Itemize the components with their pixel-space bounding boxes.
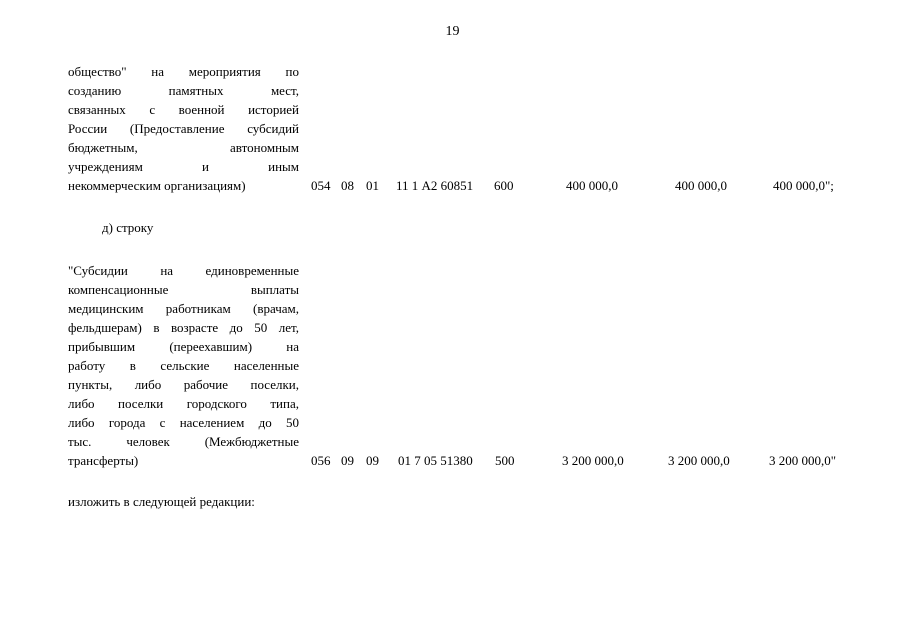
row1-amount-1: 400 000,0 xyxy=(566,178,618,193)
row2-amount-1: 3 200 000,0 xyxy=(562,453,624,468)
row1-ministry-code: 054 xyxy=(311,178,331,193)
row2-desc-line: трансферты) xyxy=(68,453,139,468)
row1-subsection-code: 01 xyxy=(366,178,379,193)
row2-desc-line: тыс. человек (Межбюджетные xyxy=(68,434,299,449)
row1-expense-type: 600 xyxy=(494,178,514,193)
row2-ministry-code: 056 xyxy=(311,453,331,468)
row2-desc-line: пункты, либо рабочие поселки, xyxy=(68,377,299,392)
row2-expense-type: 500 xyxy=(495,453,515,468)
row1-desc-line: общество" на мероприятия по xyxy=(68,64,299,79)
row1-description xyxy=(68,62,299,195)
row2-amount-3: 3 200 000,0" xyxy=(769,453,837,468)
row1-desc-line: учреждениям и иным xyxy=(68,159,299,174)
row2-desc-line: компенсационные выплаты xyxy=(68,282,299,297)
row1-desc-line: созданию памятных мест, xyxy=(68,83,299,98)
row1-target-article: 11 1 А2 60851 xyxy=(396,178,474,193)
row1-desc-line: некоммерческим организациям) xyxy=(68,178,246,193)
row1-amount-2: 400 000,0 xyxy=(675,178,727,193)
row2-desc-line: фельдшерам) в возрасте до 50 лет, xyxy=(68,320,299,335)
row2-desc-line: либо поселки городского типа, xyxy=(68,396,299,411)
row2-desc-line: либо города с населением до 50 xyxy=(68,415,299,430)
row1-desc-line: связанных с военной историей xyxy=(68,102,299,117)
row1-desc-line: России (Предоставление субсидий xyxy=(68,121,299,136)
page-number: 19 xyxy=(445,24,460,39)
row1-section-code: 08 xyxy=(341,178,354,193)
instruction-d: д) строку xyxy=(102,220,154,235)
row2-subsection-code: 09 xyxy=(366,453,379,468)
row1-desc-line: бюджетным, автономным xyxy=(68,140,299,155)
row1-amount-3: 400 000,0"; xyxy=(773,178,834,193)
row2-desc-line: медицинским работникам (врачам, xyxy=(68,301,299,316)
row2-section-code: 09 xyxy=(341,453,354,468)
row2-desc-line: "Субсидии на единовременные xyxy=(68,263,299,278)
row2-desc-line: прибывшим (переехавшим) на xyxy=(68,339,299,354)
closing-text: изложить в следующей редакции: xyxy=(68,494,255,509)
row2-amount-2: 3 200 000,0 xyxy=(668,453,730,468)
row2-target-article: 01 7 05 51380 xyxy=(398,453,473,468)
row2-description xyxy=(68,261,299,470)
row2-desc-line: работу в сельские населенные xyxy=(68,358,299,373)
